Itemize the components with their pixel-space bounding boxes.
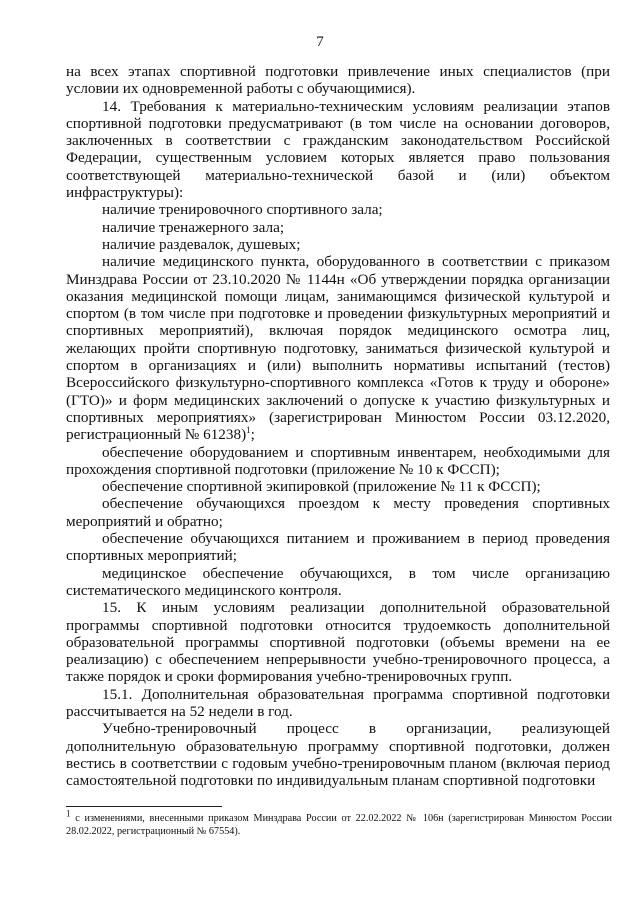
paragraph: наличие тренажерного зала; [102,218,285,236]
paragraph: обеспечение оборудованием и спортивным инвентарем, необходимыми для прохождения спортивной подготовки (приложение № 10 к ФССП); [66,443,610,478]
paragraph: Учебно-тренировочный процесс в организации, реализующей дополнительную образовательную программу спортивной подготовки, должен вестись в соответствии с годовым учебно-тренировочным планом (включая период самостоятельной подготовки по индивидуальным планам спортивной подготовки [66,720,610,790]
footnote-reference: 1 [246,425,251,436]
paragraph: обеспечение обучающихся питанием и проживанием в период проведения спортивных мероприятий; [66,530,610,565]
paragraph: 15. К иным условиям реализации дополнительной образовательной программы спортивной подготовки относится трудоемкость дополнительной образовательной программы спортивной подготовки (объемы времени на ее реализацию) с обеспечением непрерывности учебно-тренировочного процесса, а также порядок и сроки формирования учебно-тренировочных групп. [66,599,610,686]
footnote-marker: 1 [66,808,71,819]
paragraph-punctuation: ; [250,426,255,444]
footnote [66,808,612,838]
paragraph-with-footnote-ref [66,253,610,443]
paragraph: наличие раздевалок, душевых; [102,235,301,253]
paragraph: обеспечение спортивной экипировкой (приложение № 11 к ФССП); [102,478,541,496]
page-number: 7 [316,34,324,50]
paragraph: на всех этапах спортивной подготовки привлечение иных специалистов (при условии их одновременной работы с обучающимися). [66,63,610,98]
paragraph: обеспечение обучающихся проездом к месту проведения спортивных мероприятий и обратно; [66,495,610,530]
document-body [66,63,610,789]
paragraph-text: наличие медицинского пункта, оборудованного в соответствии с приказом Минздрава России от 23.10.2020 № 1144н «Об утверждении порядка организации оказания медицинской помощи лицам, занимающимся физической культурой и спортом (в том числе при подготовке и проведении физкультурных мероприятий и спортивных мероприятий), включая порядок медицинского осмотра лиц, желающих пройти спортивную подготовку, заниматься физической культурой и спортом в организациях и (или) выполнить нормативы испытаний (тестов) Всероссийского физкультурно-спортивного комплекса «Готов к труду и обороне» (ГТО)» и форм медицинских заключений о допуске к участию физкультурных и спортивных мероприятиях» (зарегистрирован Минюстом России 03.12.2020, регистрационный № 61238) [66,253,610,444]
footnote-divider [66,806,222,807]
paragraph: наличие тренировочного спортивного зала; [102,201,383,219]
paragraph: медицинское обеспечение обучающихся, в том числе организацию систематического медицинского контроля. [66,564,610,599]
footnote-text: с изменениями, внесенными приказом Минздрава России от 22.02.2022 № 106н (зарегистрирован Минюстом России 28.02.2022, регистрационный № 67554). [66,813,612,837]
paragraph: 14. Требования к материально-техническим условиям реализации этапов спортивной подготовки предусматривают (в том числе на основании договоров, заключенных в соответствии с гражданским законодательством Российской Федерации, существенным условием которых является право пользования соответствующей материально-технической базой и (или) объектом инфраструктуры): [66,97,610,202]
paragraph: 15.1. Дополнительная образовательная программа спортивной подготовки рассчитывается на 52 недели в год. [66,685,610,720]
